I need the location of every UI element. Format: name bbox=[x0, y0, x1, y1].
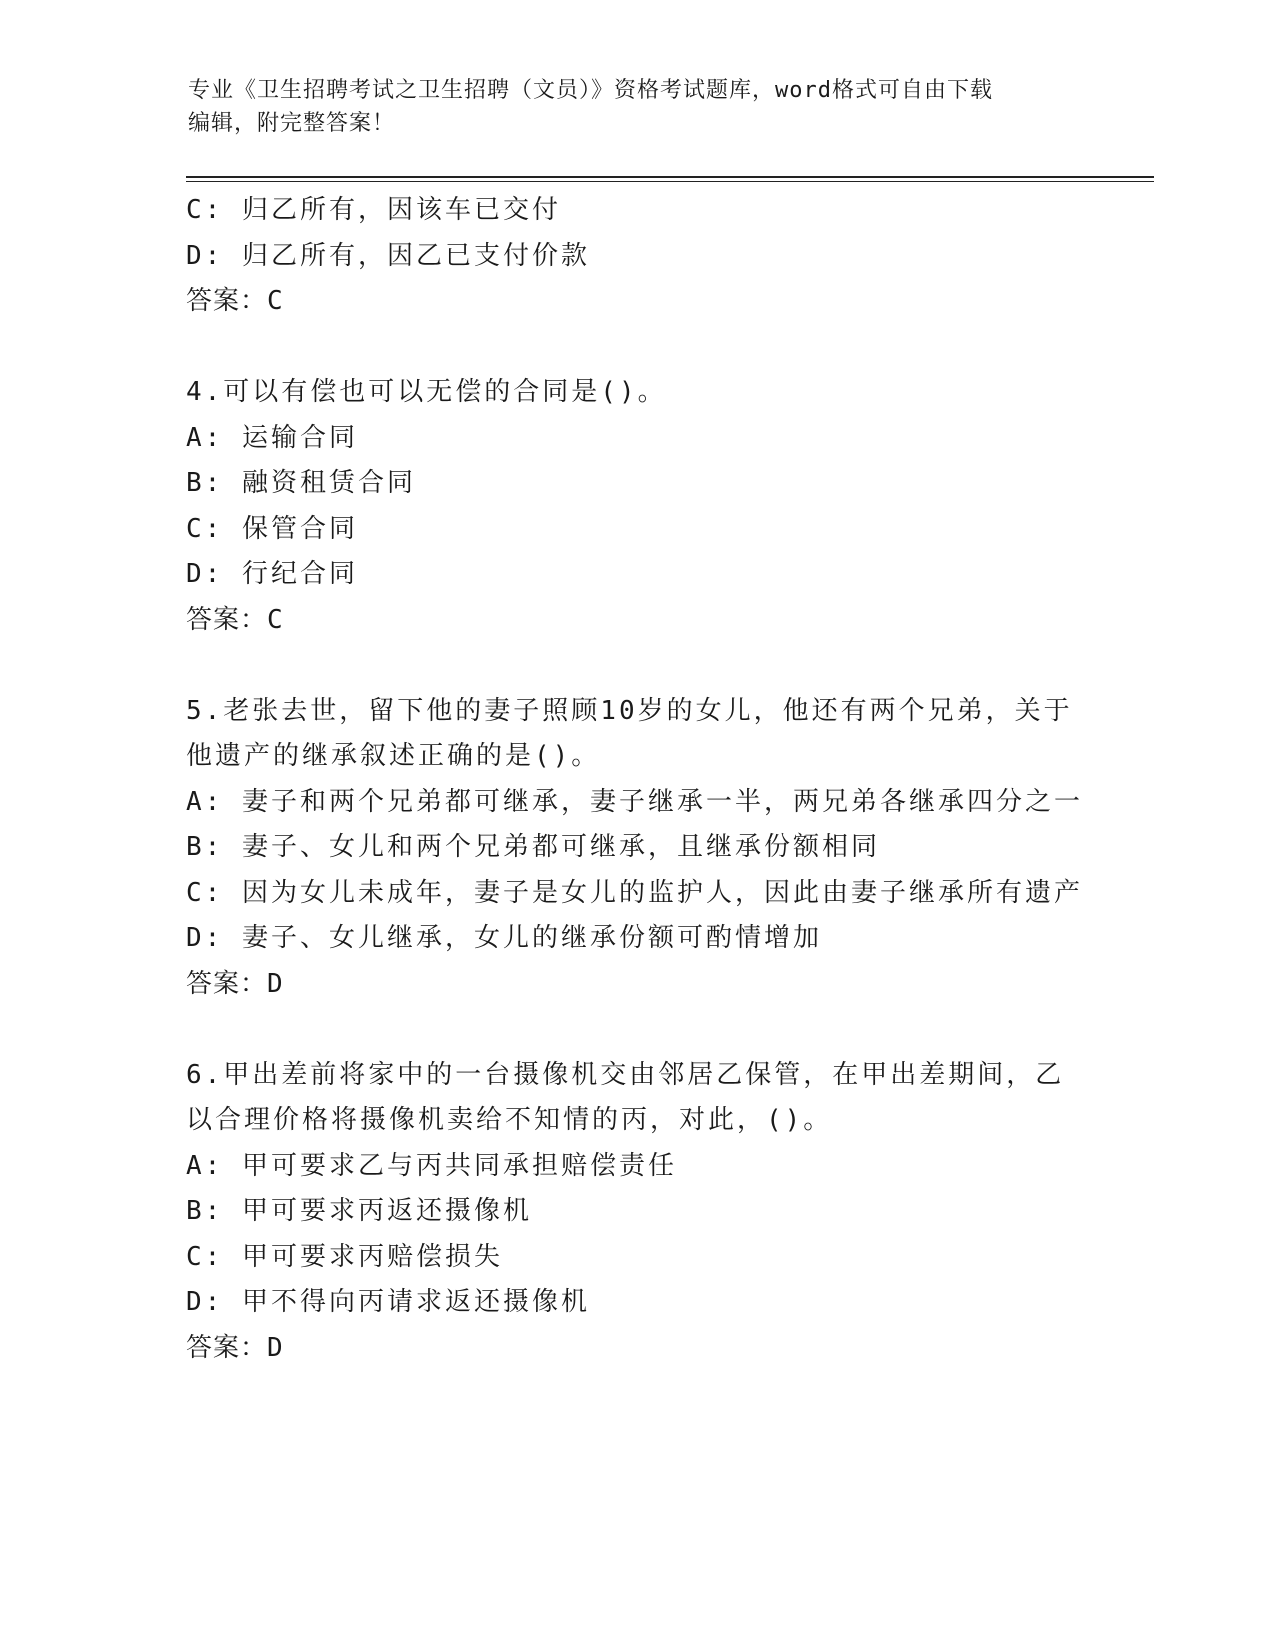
q5-option-b: B: 妻子、女儿和两个兄弟都可继承，且继承份额相同 bbox=[186, 832, 880, 862]
q3-option-d: D: 归乙所有，因乙已支付价款 bbox=[186, 240, 590, 271]
q6-option-b: B: 甲可要求丙返还摄像机 bbox=[186, 1196, 532, 1226]
q5-option-a: A: 妻子和两个兄弟都可继承，妻子继承一半，两兄弟各继承四分之一 bbox=[186, 786, 1083, 817]
header-line-1: 专业《卫生招聘考试之卫生招聘（文员）》资格考试题库，word格式可自由下载 bbox=[188, 78, 993, 103]
q4-option-b: B: 融资租赁合同 bbox=[186, 468, 416, 498]
q3-option-c: C: 归乙所有，因该车已交付 bbox=[186, 195, 561, 225]
q4-option-a: A: 运输合同 bbox=[186, 422, 358, 453]
q5-answer: 答案：D bbox=[186, 968, 284, 999]
document-header bbox=[188, 74, 1068, 140]
q6-stem-line-2: 以合理价格将摄像机卖给不知情的丙，对此，()。 bbox=[186, 1105, 833, 1135]
q6-option-d: D: 甲不得向丙请求返还摄像机 bbox=[186, 1287, 590, 1317]
q5-option-d: D: 妻子、女儿继承，女儿的继承份额可酌情增加 bbox=[186, 923, 822, 953]
document-body bbox=[186, 188, 1086, 1371]
q4-stem: 4.可以有偿也可以无偿的合同是()。 bbox=[186, 377, 667, 407]
q5-stem-line-2: 他遗产的继承叙述正确的是()。 bbox=[186, 741, 601, 771]
spacer bbox=[186, 1007, 1086, 1053]
q6-stem-line-1: 6.甲出差前将家中的一台摄像机交由邻居乙保管，在甲出差期间，乙 bbox=[186, 1059, 1065, 1090]
q4-option-d: D: 行纪合同 bbox=[186, 559, 358, 589]
spacer bbox=[186, 643, 1086, 689]
q4-answer: 答案：C bbox=[186, 604, 284, 635]
header-line-2: 编辑，附完整答案！ bbox=[188, 111, 396, 136]
header-divider-thick bbox=[186, 176, 1154, 178]
spacer bbox=[186, 325, 1086, 371]
q4-option-c: C: 保管合同 bbox=[186, 513, 358, 544]
q5-stem-line-1: 5.老张去世，留下他的妻子照顾10岁的女儿，他还有两个兄弟，关于 bbox=[186, 695, 1073, 726]
q3-answer: 答案：C bbox=[186, 286, 284, 316]
q5-option-c: C: 因为女儿未成年，妻子是女儿的监护人，因此由妻子继承所有遗产 bbox=[186, 877, 1083, 908]
q6-option-c: C: 甲可要求丙赔偿损失 bbox=[186, 1241, 503, 1272]
header-divider-thin bbox=[186, 181, 1154, 182]
q6-option-a: A: 甲可要求乙与丙共同承担赔偿责任 bbox=[186, 1150, 677, 1181]
q6-answer: 答案：D bbox=[186, 1332, 284, 1363]
